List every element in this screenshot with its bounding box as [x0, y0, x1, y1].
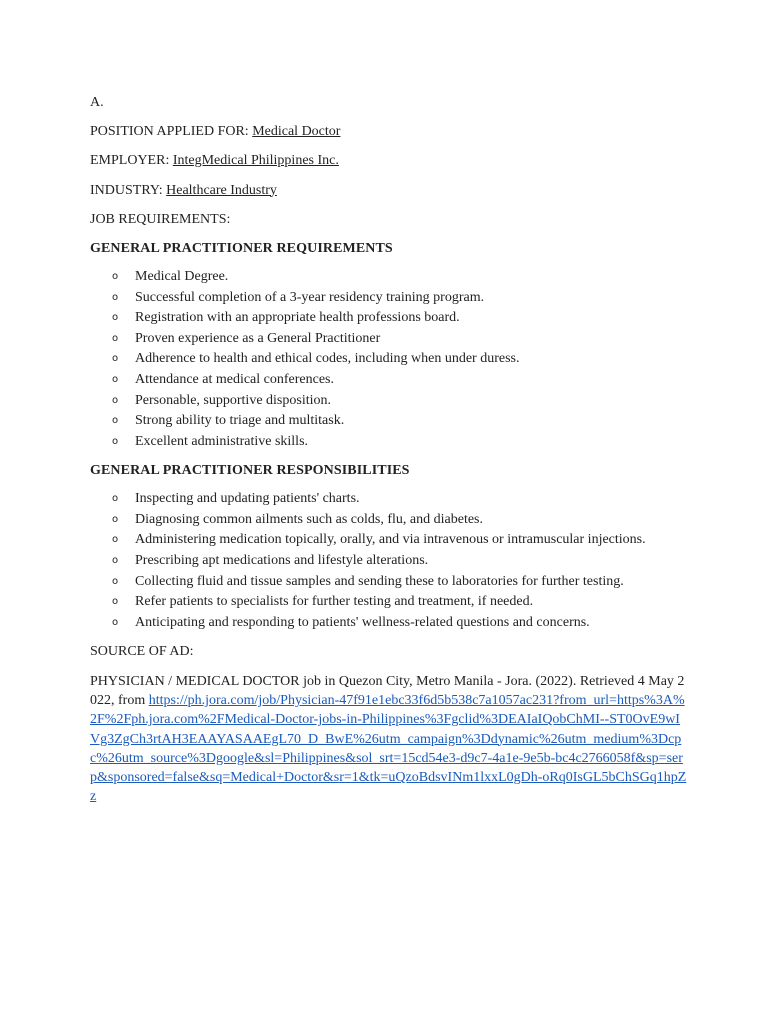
bullet-icon: o [112, 312, 119, 324]
bullet-icon: o [112, 415, 119, 427]
industry-value: Healthcare Industry [166, 182, 277, 198]
bullet-icon: o [112, 394, 119, 406]
list-item: o Proven experience as a General Practitioner [90, 329, 690, 350]
responsibilities-list [90, 489, 690, 633]
employer-label: EMPLOYER: [90, 153, 170, 169]
list-item: o Attendance at medical conferences. [90, 370, 690, 391]
list-item: o Personable, supportive disposition. [90, 391, 690, 412]
bullet-icon: o [112, 291, 119, 303]
citation-text: PHYSICIAN / MEDICAL DOCTOR job in Quezon City, Metro Manila - Jora. (2022). Retrieved 4 May 2022, from [90, 673, 685, 708]
bullet-icon: o [112, 332, 119, 344]
position-line [90, 122, 690, 142]
bullet-icon: o [112, 555, 119, 567]
list-item: o Anticipating and responding to patients' wellness-related questions and concerns. [90, 613, 690, 634]
bullet-icon: o [112, 513, 119, 525]
bullet-icon: o [112, 575, 119, 587]
list-item: o Collecting fluid and tissue samples and sending these to laboratories for further testing. [90, 572, 690, 593]
list-item: o Strong ability to triage and multitask. [90, 411, 690, 432]
bullet-icon: o [112, 353, 119, 365]
source-label: SOURCE OF AD: [90, 644, 194, 660]
requirements-heading: GENERAL PRACTITIONER REQUIREMENTS [90, 240, 393, 256]
list-item: o Administering medication topically, orally, and via intravenous or intramuscular injections. [90, 530, 690, 551]
bullet-icon: o [112, 534, 119, 546]
requirements-list [90, 267, 690, 452]
list-item: o Successful completion of a 3-year residency training program. [90, 288, 690, 309]
position-label: POSITION APPLIED FOR: [90, 124, 249, 140]
employer-line [90, 151, 690, 171]
bullet-icon: o [112, 373, 119, 385]
list-item: o Registration with an appropriate health professions board. [90, 308, 690, 329]
list-item: o Excellent administrative skills. [90, 432, 690, 453]
job-requirements-label: JOB REQUIREMENTS: [90, 211, 231, 227]
bullet-icon: o [112, 435, 119, 447]
list-item: o Prescribing apt medications and lifestyle alterations. [90, 551, 690, 572]
bullet-icon: o [112, 270, 119, 282]
list-item: o Inspecting and updating patients' charts. [90, 489, 690, 510]
bullet-icon: o [112, 596, 119, 608]
industry-label: INDUSTRY: [90, 182, 163, 198]
section-letter: A. [90, 95, 104, 110]
list-item: o Refer patients to specialists for further testing and treatment, if needed. [90, 592, 690, 613]
list-item: o Adherence to health and ethical codes, including when under duress. [90, 349, 690, 370]
document-page [90, 93, 690, 807]
citation [90, 672, 688, 807]
bullet-icon: o [112, 493, 119, 505]
source-link[interactable]: https://ph.jora.com/job/Physician-47f91e1ebc33f6d5b538c7a1057ac231?from_url=https%3A%2F%2Fph.jora.com%2FMedical-Doctor-jobs-in-Philippines%3Fgclid%3DEAIaIQobChMI--ST0OvE9wIVg3ZgCh3rtAH3EAAYASAAEgL70_D_BwE%26utm_campaign%3Ddynamic%26utm_medium%3Dcpc%26utm_source%3Dgoogle&sl=Philippines&sol_srt=15cd54e3-d9c7-4a1e-9e5b-bc4c2766058f&sp=serp&sponsored=false&sq=Medical+Doctor&sr=1&tk=uQzoBdsvINm1lxxL0gDh-oRq0IsGL5bChSGq1hpZz [90, 692, 687, 805]
responsibilities-heading: GENERAL PRACTITIONER RESPONSIBILITIES [90, 463, 410, 479]
list-item: o Diagnosing common ailments such as colds, flu, and diabetes. [90, 510, 690, 531]
list-item: o Medical Degree. [90, 267, 690, 288]
position-value: Medical Doctor [252, 124, 341, 140]
bullet-icon: o [112, 616, 119, 628]
industry-line [90, 181, 690, 201]
employer-value: IntegMedical Philippines Inc. [172, 153, 339, 169]
